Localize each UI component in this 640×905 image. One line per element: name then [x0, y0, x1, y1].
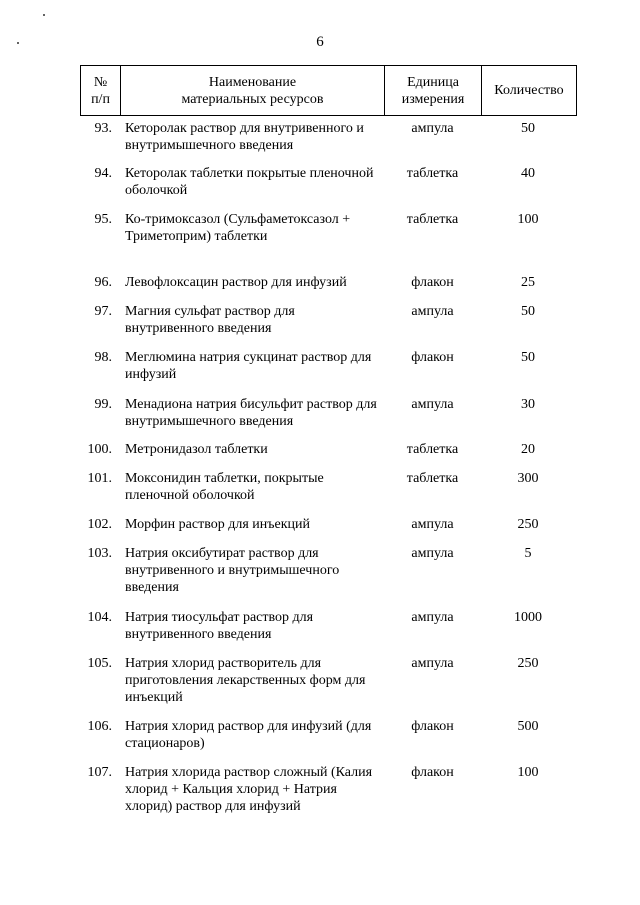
row-unit: ампула	[411, 121, 454, 136]
row-unit: ампула	[411, 517, 454, 532]
row-name: Менадиона натрия бисульфит раствор для внутримышечного введения	[125, 397, 377, 429]
header-unit: Единица измерения	[385, 66, 482, 115]
row-unit: ампула	[411, 304, 454, 319]
row-name: Кеторолак раствор для внутривенного и внутримышечного введения	[125, 121, 364, 153]
row-number: 106.	[87, 719, 112, 734]
row-name: Морфин раствор для инъекций	[125, 517, 310, 532]
row-number: 105.	[87, 656, 112, 671]
row-name: Магния сульфат раствор для внутривенного введения	[125, 304, 295, 336]
row-unit: таблетка	[406, 166, 459, 181]
row-number: 93.	[94, 121, 112, 136]
header-quantity: Количество	[494, 83, 564, 98]
row-unit: таблетка	[406, 212, 459, 227]
row-unit: ампула	[411, 656, 454, 671]
row-quantity: 50	[521, 121, 535, 136]
row-quantity: 20	[521, 442, 535, 457]
table-header	[80, 65, 577, 116]
row-quantity: 30	[521, 397, 535, 412]
row-number: 102.	[87, 517, 112, 532]
row-name: Натрия тиосульфат раствор для внутривенного введения	[125, 610, 314, 642]
row-unit: таблетка	[406, 471, 459, 486]
row-name: Левофлоксацин раствор для инфузий	[125, 275, 347, 290]
header-number: № п/п	[81, 66, 121, 115]
row-number: 101.	[87, 471, 112, 486]
row-quantity: 50	[521, 304, 535, 319]
row-name: Меглюмина натрия сукцинат раствор для инфузий	[125, 350, 372, 382]
row-quantity: 100	[517, 212, 539, 227]
row-quantity: 250	[517, 517, 539, 532]
row-unit: таблетка	[406, 442, 459, 457]
row-number: 100.	[87, 442, 112, 457]
scan-speck	[43, 14, 45, 16]
row-number: 99.	[94, 397, 112, 412]
row-name: Натрия хлорид растворитель для приготовления лекарственных форм для инъекций	[125, 656, 366, 705]
page-number: 6	[316, 34, 324, 50]
row-name: Натрия оксибутират раствор для внутривенного и внутримышечного введения	[125, 546, 340, 595]
row-quantity: 100	[517, 765, 539, 780]
row-number: 107.	[87, 765, 112, 780]
row-unit: ампула	[411, 546, 454, 561]
row-name: Натрия хлорида раствор сложный (Калия хлорид + Кальция хлорид + Натрия хлорид) раствор для инфузий	[125, 765, 373, 814]
row-quantity: 40	[521, 166, 535, 181]
row-quantity: 500	[517, 719, 539, 734]
row-number: 97.	[94, 304, 112, 319]
row-unit: ампула	[411, 610, 454, 625]
row-number: 96.	[94, 275, 112, 290]
header-name: Наименование материальных ресурсов	[121, 66, 385, 115]
row-unit: флакон	[411, 719, 454, 734]
row-quantity: 300	[517, 471, 539, 486]
row-name: Моксонидин таблетки, покрытые пленочной оболочкой	[125, 471, 324, 503]
row-name: Метронидазол таблетки	[125, 442, 268, 457]
row-name: Кеторолак таблетки покрытые пленочной оболочкой	[125, 166, 374, 198]
row-number: 104.	[87, 610, 112, 625]
row-number: 95.	[94, 212, 112, 227]
row-quantity: 50	[521, 350, 535, 365]
row-number: 103.	[87, 546, 112, 561]
row-number: 98.	[94, 350, 112, 365]
row-unit: флакон	[411, 275, 454, 290]
row-quantity: 25	[521, 275, 535, 290]
row-unit: флакон	[411, 350, 454, 365]
row-quantity: 250	[517, 656, 539, 671]
row-unit: ампула	[411, 397, 454, 412]
row-number: 94.	[94, 166, 112, 181]
row-unit: флакон	[411, 765, 454, 780]
row-quantity: 1000	[514, 610, 542, 625]
row-quantity: 5	[524, 546, 532, 561]
row-name: Ко-тримоксазол (Сульфаметоксазол + Триметоприм) таблетки	[125, 212, 351, 244]
row-name: Натрия хлорид раствор для инфузий (для стационаров)	[125, 719, 372, 751]
